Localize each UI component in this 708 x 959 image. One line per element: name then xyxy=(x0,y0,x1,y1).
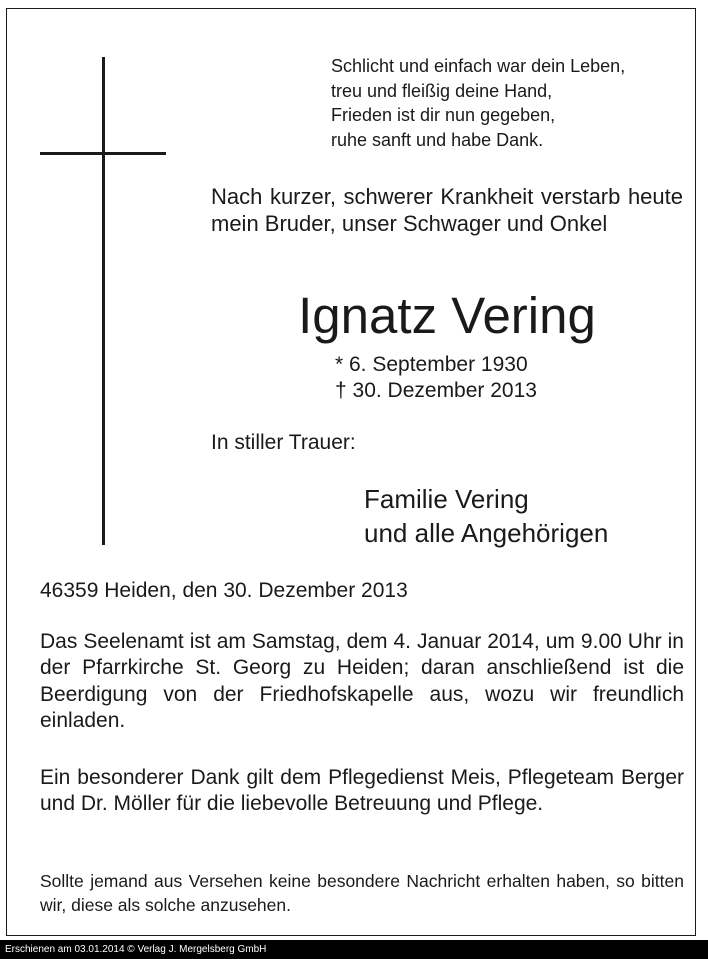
funeral-info: Das Seelenamt ist am Samstag, dem 4. Januar 2014, um 9.00 Uhr in der Pfarrkirche St. Georg zu Heiden; daran anschließend ist die Beerdigung von der Friedhofskapelle aus, wozu wir freundlich einladen. xyxy=(40,630,684,732)
thanks-text: Ein besonderer Dank gilt dem Pflegedienst Meis, Pflegeteam Berger und Dr. Möller für die liebevolle Betreuung und Pflege. xyxy=(40,766,684,816)
poem xyxy=(331,54,625,152)
mourning-label: In stiller Trauer: xyxy=(211,431,356,454)
life-dates xyxy=(335,352,537,404)
family-line: Familie Vering xyxy=(364,484,529,514)
death-date: † 30. Dezember 2013 xyxy=(335,379,537,402)
poem-line: Frieden ist dir nun gegeben, xyxy=(331,105,556,125)
birth-date: * 6. September 1930 xyxy=(335,353,528,376)
poem-line: ruhe sanft und habe Dank. xyxy=(331,129,544,150)
family-signature xyxy=(364,482,608,550)
family-line: und alle Angehörigen xyxy=(364,518,609,548)
cross-icon xyxy=(102,57,105,545)
poem-line: Schlicht und einfach war dein Leben, xyxy=(331,56,626,76)
publisher-footer: Erschienen am 03.01.2014 © Verlag J. Mergelsberg GmbH xyxy=(0,940,708,959)
poem-line: treu und fleißig deine Hand, xyxy=(331,80,553,101)
obituary-frame xyxy=(6,8,696,936)
place-date: 46359 Heiden, den 30. Dezember 2013 xyxy=(40,579,408,602)
cross-icon-bar xyxy=(40,152,166,155)
deceased-name: Ignatz Vering xyxy=(298,287,596,344)
intro-text: Nach kurzer, schwerer Krankheit verstarb heute mein Bruder, unser Schwager und Onkel xyxy=(211,184,683,236)
notice-text: Sollte jemand aus Versehen keine besondere Nachricht erhalten haben, so bitten wir, diese als solche anzusehen. xyxy=(40,871,684,915)
